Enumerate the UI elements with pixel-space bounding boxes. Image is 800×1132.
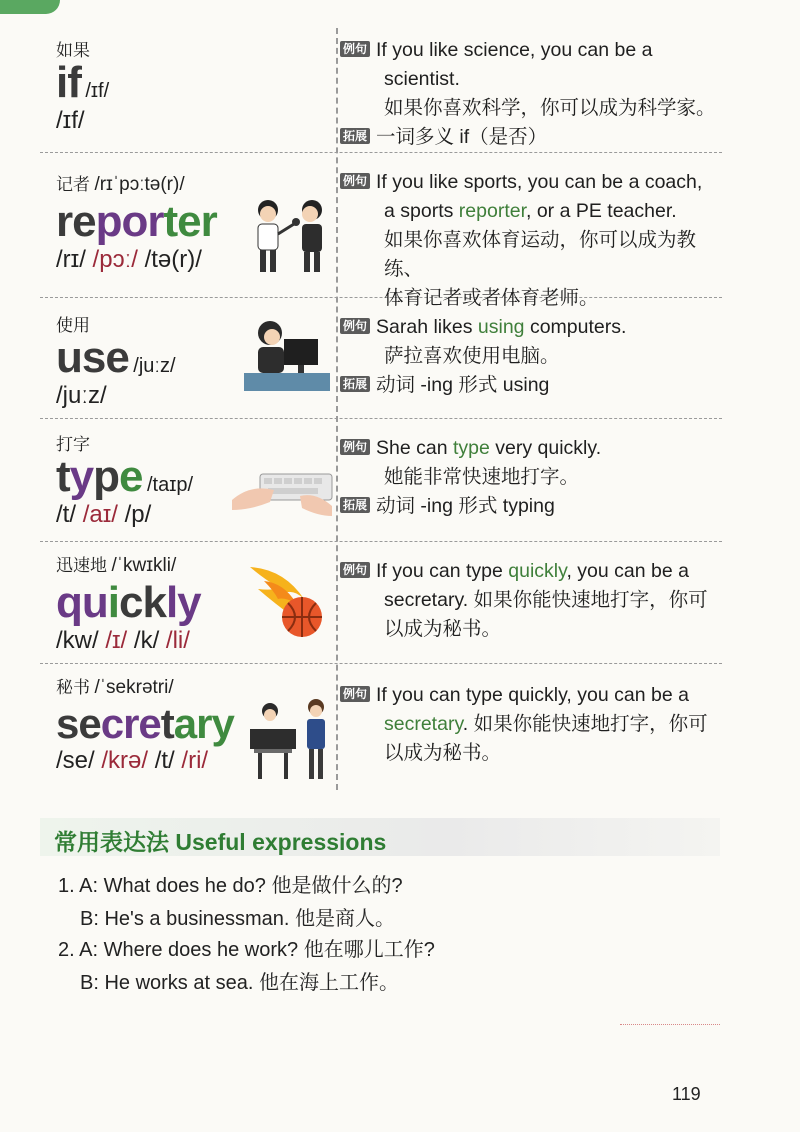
- tag-example: 例句: [340, 41, 370, 57]
- expression-1: [58, 870, 403, 936]
- typing-hands-illustration: [230, 466, 334, 522]
- expression-a: A: Where does he work? 他在哪儿工作?: [79, 939, 435, 961]
- entry-secretary: [40, 663, 722, 790]
- example-en-cont: [340, 197, 720, 226]
- example-en-cont: secretary. 如果你能快速地打字，你可: [384, 589, 708, 611]
- syllables: /juːz/: [56, 382, 107, 409]
- tag-example: 例句: [340, 686, 370, 702]
- example-cn-cont: 体育记者或者体育老师。: [384, 287, 599, 309]
- example-cn: 萨拉喜欢使用电脑。: [384, 345, 560, 367]
- headword-part: qu: [56, 578, 108, 627]
- faint-mark: [620, 1024, 720, 1029]
- headword-part: t: [160, 700, 174, 747]
- tag-extension: 拓展: [340, 128, 370, 144]
- word-panel: [56, 36, 336, 135]
- text: She can: [376, 437, 453, 459]
- syllable: /tə(r)/: [144, 246, 202, 273]
- headword: [56, 700, 234, 747]
- expression-b: B: He works at sea. 他在海上工作。: [80, 972, 399, 994]
- headword-line: [56, 58, 336, 107]
- example-cn-cont: 以成为秘书。: [384, 742, 502, 764]
- extension-text: 动词 -ing 形式 using: [376, 374, 550, 396]
- ipa: /ɪf/: [85, 80, 110, 102]
- corner-tab: [0, 0, 60, 14]
- text: a sports: [384, 200, 459, 222]
- text: , you can be a: [566, 560, 689, 582]
- syllable: /rɪ/: [56, 246, 86, 273]
- text: , or a PE teacher.: [526, 200, 677, 222]
- headword-part: por: [95, 197, 164, 246]
- syllable: /pɔː/: [92, 246, 138, 273]
- ipa: /ˈsekrətri/: [94, 677, 174, 698]
- highlight: reporter: [458, 200, 526, 222]
- syllable: /t/: [56, 501, 77, 528]
- flaming-ball-illustration: [244, 559, 332, 643]
- syllable: /kw/: [56, 627, 99, 654]
- headword-part: ter: [163, 197, 217, 246]
- headword-part: re: [56, 197, 96, 246]
- example-en: If you can type quickly, you can be a: [376, 684, 689, 706]
- ipa: /taɪp/: [146, 474, 194, 496]
- example-panel: [340, 681, 720, 768]
- chinese-meaning: 打字: [56, 435, 90, 454]
- tag-example: 例句: [340, 439, 370, 455]
- headword-part: ary: [173, 700, 234, 747]
- example-cn: 如果你喜欢体育运动，你可以成为教练、: [384, 229, 697, 280]
- example-en-cont: scientist.: [384, 68, 460, 90]
- syllable: /k/: [133, 627, 160, 654]
- expression-number: 1.: [58, 875, 75, 897]
- ipa: /ˈkwɪkli/: [111, 555, 177, 576]
- headword-part: e: [119, 452, 143, 501]
- syllable: /ɪ/: [105, 627, 128, 654]
- text: very quickly.: [489, 437, 602, 459]
- example-panel: [340, 36, 720, 152]
- headword-part: t: [56, 452, 70, 501]
- chinese-meaning: 迅速地: [56, 556, 107, 575]
- syllable: /ri/: [181, 747, 209, 774]
- example-panel: [340, 313, 720, 400]
- tag-extension: 拓展: [340, 497, 370, 513]
- text: computers.: [524, 316, 627, 338]
- expression-a: A: What does he do? 他是做什么的?: [79, 875, 403, 897]
- headword-part: ly: [165, 578, 201, 627]
- text: If you can type: [376, 560, 509, 582]
- syllable: /se/: [56, 747, 95, 774]
- tag-extension: 拓展: [340, 376, 370, 392]
- text: Sarah likes: [376, 316, 478, 338]
- headword-part: ck: [119, 578, 166, 627]
- extension-text: 动词 -ing 形式 typing: [376, 495, 555, 517]
- highlight: secretary: [384, 713, 463, 735]
- headword: [56, 452, 143, 501]
- headword: if: [56, 58, 81, 107]
- expression-number: 2.: [58, 939, 75, 961]
- headword-part: cre: [100, 700, 161, 747]
- headword: [56, 578, 201, 627]
- example-en: If you like sports, you can be a coach,: [376, 171, 703, 193]
- entry-type: [40, 418, 722, 542]
- headword: [56, 197, 217, 246]
- entry-use: [40, 297, 722, 419]
- tag-example: 例句: [340, 318, 370, 334]
- expression-b: B: He's a businessman. 他是商人。: [80, 908, 396, 930]
- example-en: If you like science, you can be a: [376, 39, 653, 61]
- expression-2: [58, 934, 435, 1000]
- example-cn: 她能非常快速地打字。: [384, 466, 580, 488]
- page-number: 119: [672, 1084, 701, 1104]
- example-en-cont: [340, 710, 720, 739]
- syllable: /krə/: [101, 747, 149, 774]
- reporter-illustration: [246, 194, 332, 278]
- highlight: type: [453, 437, 490, 459]
- ipa: /rɪˈpɔːtə(r)/: [94, 174, 185, 195]
- entry-quickly: [40, 541, 722, 664]
- entry-reporter: [40, 152, 722, 309]
- chinese-meaning: 记者: [56, 175, 90, 194]
- headword-part: se: [56, 700, 101, 747]
- tag-example: 例句: [340, 562, 370, 578]
- syllable: /t/: [154, 747, 175, 774]
- highlight: using: [477, 316, 525, 338]
- syllable: /aɪ/: [82, 501, 118, 528]
- chinese-meaning: 使用: [56, 316, 90, 335]
- extension-text: 一词多义 if（是否）: [376, 126, 548, 148]
- headword-part: y: [69, 452, 94, 501]
- secretary-illustration: [244, 693, 334, 785]
- section-title: 常用表达法 Useful expressions: [54, 829, 387, 855]
- syllables: /ɪf/: [56, 107, 85, 134]
- syllable: /li/: [165, 627, 190, 654]
- computer-user-illustration: [240, 317, 332, 393]
- example-panel: [340, 557, 720, 644]
- ipa: /juːz/: [133, 355, 176, 377]
- syllable: /p/: [124, 501, 152, 528]
- example-panel: [340, 434, 720, 521]
- headword: use: [56, 333, 129, 382]
- example-cn: 如果你喜欢科学，你可以成为科学家。: [384, 97, 716, 119]
- example-panel: [340, 168, 720, 313]
- tag-example: 例句: [340, 173, 370, 189]
- chinese-meaning: 如果: [56, 41, 90, 60]
- chinese-meaning: 秘书: [56, 678, 90, 697]
- headword-part: i: [107, 578, 119, 627]
- headword-part: p: [93, 452, 120, 501]
- highlight: quickly: [508, 560, 567, 582]
- entry-if: [40, 28, 722, 153]
- text: . 如果你能快速地打字，你可: [462, 713, 708, 735]
- example-cn-cont: 以成为秘书。: [384, 618, 502, 640]
